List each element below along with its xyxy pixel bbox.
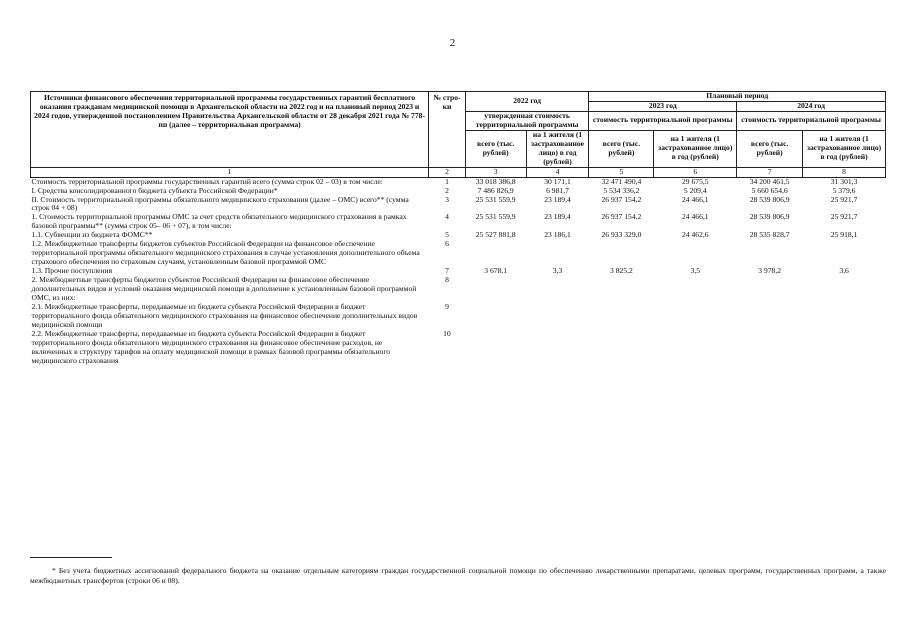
value-cell — [803, 303, 886, 330]
value-cell — [526, 303, 589, 330]
value-cell: 23 189,4 — [544, 212, 571, 222]
value-cell: 26 933 329,0 — [601, 230, 642, 240]
value-cell: 33 018 386,8 — [475, 176, 516, 186]
value-cell — [526, 240, 589, 267]
row-label: 2.1. Межбюджетные трансферты, передаваемые из бюджета субъекта Российской Федерации в бюджет территориального фонда обязательного медицинского страхования на финансовое обеспечение дополнительных видов медицинской помощи — [31, 301, 418, 329]
value-cell: 24 462,6 — [681, 230, 709, 240]
value-cell: 30 171,1 — [544, 176, 571, 186]
column-number: 6 — [654, 167, 737, 177]
value-cell: 25 921,7 — [830, 194, 858, 204]
row-number: 10 — [443, 328, 451, 338]
value-cell — [526, 276, 589, 303]
page-number: 2 — [449, 37, 456, 49]
column-number: 7 — [737, 167, 803, 177]
value-cell — [589, 330, 654, 366]
value-cell: 5 660 654,6 — [751, 185, 788, 195]
value-cell — [654, 240, 737, 267]
value-cell: 29 675,5 — [681, 176, 709, 186]
row-label: 1.1. Субвенции из бюджета ФОМС** — [31, 230, 153, 240]
value-cell: 3 678,1 — [484, 266, 508, 276]
column-number: 3 — [465, 167, 526, 177]
value-cell — [465, 276, 526, 303]
value-cell: 23 189,4 — [544, 194, 571, 204]
value-cell: 24 466,1 — [681, 212, 709, 222]
table-row — [31, 196, 886, 214]
row-label: II. Стоимость территориальной программы обязательного медицинского страхования (далее – ОМС) всего** (сумма строк 04 + 08) — [31, 194, 409, 213]
footnote: * Без учета бюджетных ассигнований федерального бюджета на оказание отдельным категориям граждан государственной социальной помощи по обеспечению лекарственными препаратами, целевых программ, государственных программ, а также межбюджетных трансфертов (строки 06 и 08). — [30, 566, 886, 586]
row-number: 1 — [445, 176, 449, 186]
column-number: 1 — [31, 167, 429, 177]
value-cell: 3,3 — [552, 266, 563, 276]
value-cell — [526, 330, 589, 366]
row-label: 1.2. Межбюджетные трансферты бюджетов субъектов Российской Федерации на финансовое обеспечение территориальной программы обязательного медицинского страхования в случае установления дополнительного объема страхового обеспечения по страховым случаям, установленным базовой программой ОМС — [31, 239, 420, 267]
value-cell: 23 186,1 — [544, 230, 571, 240]
row-number: 6 — [445, 239, 449, 249]
footnote-divider — [30, 557, 112, 558]
value-cell — [737, 276, 803, 303]
table-row — [31, 276, 886, 303]
per-resident-header: на 1 жителя (1 застрахованное лицо) в год (рублей) — [654, 130, 737, 167]
value-cell — [803, 240, 886, 267]
value-cell: 25 531 559,9 — [475, 194, 516, 204]
value-cell: 26 937 154,2 — [601, 194, 642, 204]
value-cell: 7 486 826,9 — [477, 185, 514, 195]
table-row — [31, 330, 886, 366]
row-number: 2 — [445, 185, 449, 195]
source-column-header: Источники финансового обеспечения территориальной программы государственных гарантий бесплатного оказания гражданам медицинской помощи в Архангельской области на 2022 год и на плановый период 2023 и 2024 годов, утвержденной постановлением Правительства Архангельской области от 28 декабря 2021 года № 778-пп (далее – территориальная программа) — [31, 92, 429, 168]
value-cell: 5 379,6 — [832, 185, 856, 195]
value-cell — [465, 330, 526, 366]
value-cell: 3,5 — [690, 266, 701, 276]
row-number-header: № стро-ки — [429, 92, 466, 168]
value-cell: 25 531 559,9 — [475, 212, 516, 222]
value-cell: 6 981,7 — [546, 185, 569, 195]
row-label: I. Средства консолидированного бюджета субъекта Российской Федерации* — [31, 185, 278, 195]
value-cell: 28 539 806,9 — [749, 194, 790, 204]
year-2023-header: 2023 год — [589, 101, 737, 111]
approved-cost-header: утвержденная стоимость территориальной программы — [465, 111, 589, 130]
value-cell: 25 527 881,8 — [475, 230, 516, 240]
per-resident-header: на 1 жителя (1 застрахованное лицо) в год (рублей) — [526, 130, 589, 167]
value-cell: 26 937 154,2 — [601, 212, 642, 222]
table-row — [31, 303, 886, 330]
column-number-row — [31, 167, 886, 177]
cost-2024-header: стоимость территориальной программы — [737, 111, 886, 130]
column-number: 5 — [589, 167, 654, 177]
row-number: 4 — [445, 212, 449, 222]
column-number: 2 — [429, 167, 466, 177]
value-cell — [737, 330, 803, 366]
value-cell: 5 209,4 — [683, 185, 707, 195]
value-cell — [465, 303, 526, 330]
value-cell: 24 466,1 — [681, 194, 709, 204]
value-cell: 3,6 — [839, 266, 849, 276]
value-cell — [803, 330, 886, 366]
value-cell — [803, 276, 886, 303]
cost-2023-header: стоимость территориальной программы — [589, 111, 737, 130]
value-cell — [589, 303, 654, 330]
value-cell: 34 200 461,5 — [749, 176, 790, 186]
total-header: всего (тыс. рублей) — [589, 130, 654, 167]
row-label: 1.3. Прочие поступления — [31, 266, 113, 276]
value-cell: 28 539 806,9 — [749, 212, 790, 222]
value-cell: 25 921,7 — [830, 212, 858, 222]
value-cell — [654, 330, 737, 366]
value-cell: 28 535 828,7 — [749, 230, 790, 240]
value-cell — [654, 303, 737, 330]
table-row — [31, 213, 886, 231]
per-resident-header: на 1 жителя (1 застрахованное лицо) в год (рублей) — [803, 130, 886, 167]
value-cell — [465, 240, 526, 267]
value-cell: 3 978,2 — [758, 266, 782, 276]
value-cell: 3 825,2 — [610, 266, 633, 276]
row-label: 1. Стоимость территориальной программы ОМС за счет средств обязательного медицинского страхования в рамках базовой программы** (сумма строк 05– 06 + 07), в том числе: — [31, 212, 407, 231]
table-row — [31, 240, 886, 267]
total-header: всего (тыс. рублей) — [465, 130, 526, 167]
year-2022-header: 2022 год — [465, 92, 589, 112]
row-number: 7 — [445, 266, 449, 276]
value-cell: 32 471 490,4 — [601, 176, 642, 186]
row-number: 8 — [445, 275, 449, 285]
value-cell — [654, 276, 737, 303]
planning-period-header: Плановый период — [589, 92, 886, 102]
row-number: 5 — [445, 230, 449, 240]
value-cell — [589, 276, 654, 303]
financing-sources-table — [30, 91, 886, 366]
row-number: 3 — [445, 194, 449, 204]
column-number: 4 — [526, 167, 589, 177]
row-label: 2. Межбюджетные трансферты бюджетов субъектов Российской Федерации на финансовое обеспечение дополнительных видов и условий оказания медицинской помощи в дополнение к установленным базовой программой ОМС, из них: — [31, 275, 417, 303]
value-cell: 25 918,1 — [830, 230, 858, 240]
value-cell: 5 534 336,2 — [603, 185, 640, 195]
year-2024-header: 2024 год — [737, 101, 886, 111]
row-label: Стоимость территориальной программы государственных гарантий всего (сумма строк 02 – 03) в том числе: — [31, 176, 383, 186]
row-label: 2.2. Межбюджетные трансферты, передаваемые из бюджета субъекта Российской Федерации в бюджет территориального фонда обязательного медицинского страхования на финансовое обеспечение расходов, не включенных в структуру тарифов на оплату медицинской помощи в рамках базовой программы обязательного медицинского страхования — [31, 328, 391, 365]
total-header: всего (тыс. рублей) — [737, 130, 803, 167]
column-number: 8 — [803, 167, 886, 177]
value-cell — [737, 303, 803, 330]
value-cell — [737, 240, 803, 267]
row-number: 9 — [445, 301, 449, 311]
value-cell: 31 301,3 — [830, 176, 858, 186]
value-cell — [589, 240, 654, 267]
